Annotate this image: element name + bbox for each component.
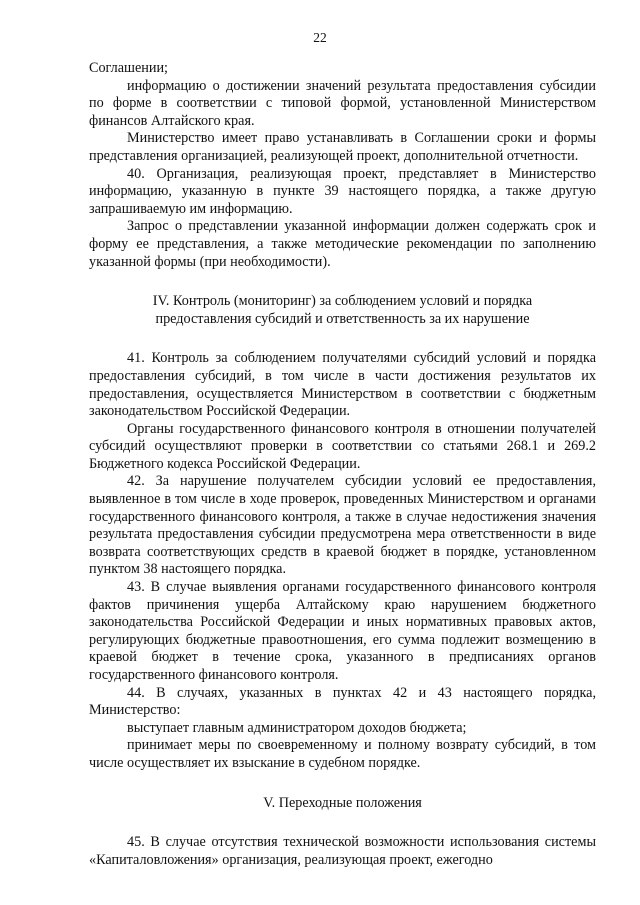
paragraph-item-41: 41. Контроль за соблюдением получателями субсидий условий и порядка предоставления субсидий, в том числе в части достижения результатов их предоставления, осуществляется Министерством в соответствии с бюджетным законодательством Российской Федерации. bbox=[89, 350, 596, 420]
paragraph: Соглашении; bbox=[89, 60, 168, 76]
paragraph-item-45: 45. В случае отсутствия технической возможности использования системы «Капиталовложения» организация, реализующая проект, ежегодно bbox=[89, 834, 596, 868]
section-heading-iv-line1: IV. Контроль (мониторинг) за соблюдением условий и порядка bbox=[152, 293, 533, 310]
paragraph: Органы государственного финансового контроля в отношении получателей субсидий осуществляют проверки в соответствии со статьями 268.1 и 269.2 Бюджетного кодекса Российской Федерации. bbox=[89, 420, 596, 472]
document-body bbox=[89, 60, 596, 869]
paragraph: принимает меры по своевременному и полному возврату субсидий, в том числе осуществляет их взыскание в судебном порядке. bbox=[89, 737, 596, 771]
section-heading-iv-line2: предоставления субсидий и ответственность за их нарушение bbox=[155, 310, 530, 327]
paragraph-item-44: 44. В случаях, указанных в пунктах 42 и 43 настоящего порядка, Министерство: bbox=[89, 684, 596, 719]
paragraph-item-40: 40. Организация, реализующая проект, представляет в Министерство информацию, указанную в пункте 39 настоящего порядка, а также другую запрашиваемую им информацию. bbox=[89, 165, 596, 217]
paragraph: Министерство имеет право устанавливать в Соглашении сроки и формы представления организацией, реализующей проект, дополнительной отчетности. bbox=[89, 130, 596, 164]
paragraph-item-43: 43. В случае выявления органами государственного финансового контроля фактов причинения ущерба Алтайскому краю нарушением бюджетного законодательства Российской Федерации и иных нормативных правовых актов, регулирующих бюджетные правоотношения, его сумма подлежит возмещению в краевой бюджет в течение срока, указанного в предписаниях органов государственного финансового контроля. bbox=[89, 579, 596, 683]
page-number: 22 bbox=[313, 30, 327, 45]
paragraph: Запрос о представлении указанной информации должен содержать срок и форму ее представления, а также методические рекомендации по заполнению указанной формы (при необходимости). bbox=[89, 218, 596, 270]
paragraph: выступает главным администратором доходов бюджета; bbox=[127, 719, 467, 736]
section-heading-v: V. Переходные положения bbox=[263, 794, 422, 811]
paragraph-item-42: 42. За нарушение получателем субсидии условий ее предоставления, выявленное в том числе в ходе проверок, проведенных Министерством и органами государственного финансового контроля, а также в случае недостижения значения результата предоставления субсидии предусмотрена мера ответственности в виде возврата соответствующих средств в краевой бюджет в порядке, установленном пунктом 38 настоящего порядка. bbox=[89, 473, 596, 578]
paragraph: информацию о достижении значений результата предоставления субсидии по форме в соответствии с типовой формой, установленной Министерством финансов Алтайского края. bbox=[89, 77, 596, 129]
